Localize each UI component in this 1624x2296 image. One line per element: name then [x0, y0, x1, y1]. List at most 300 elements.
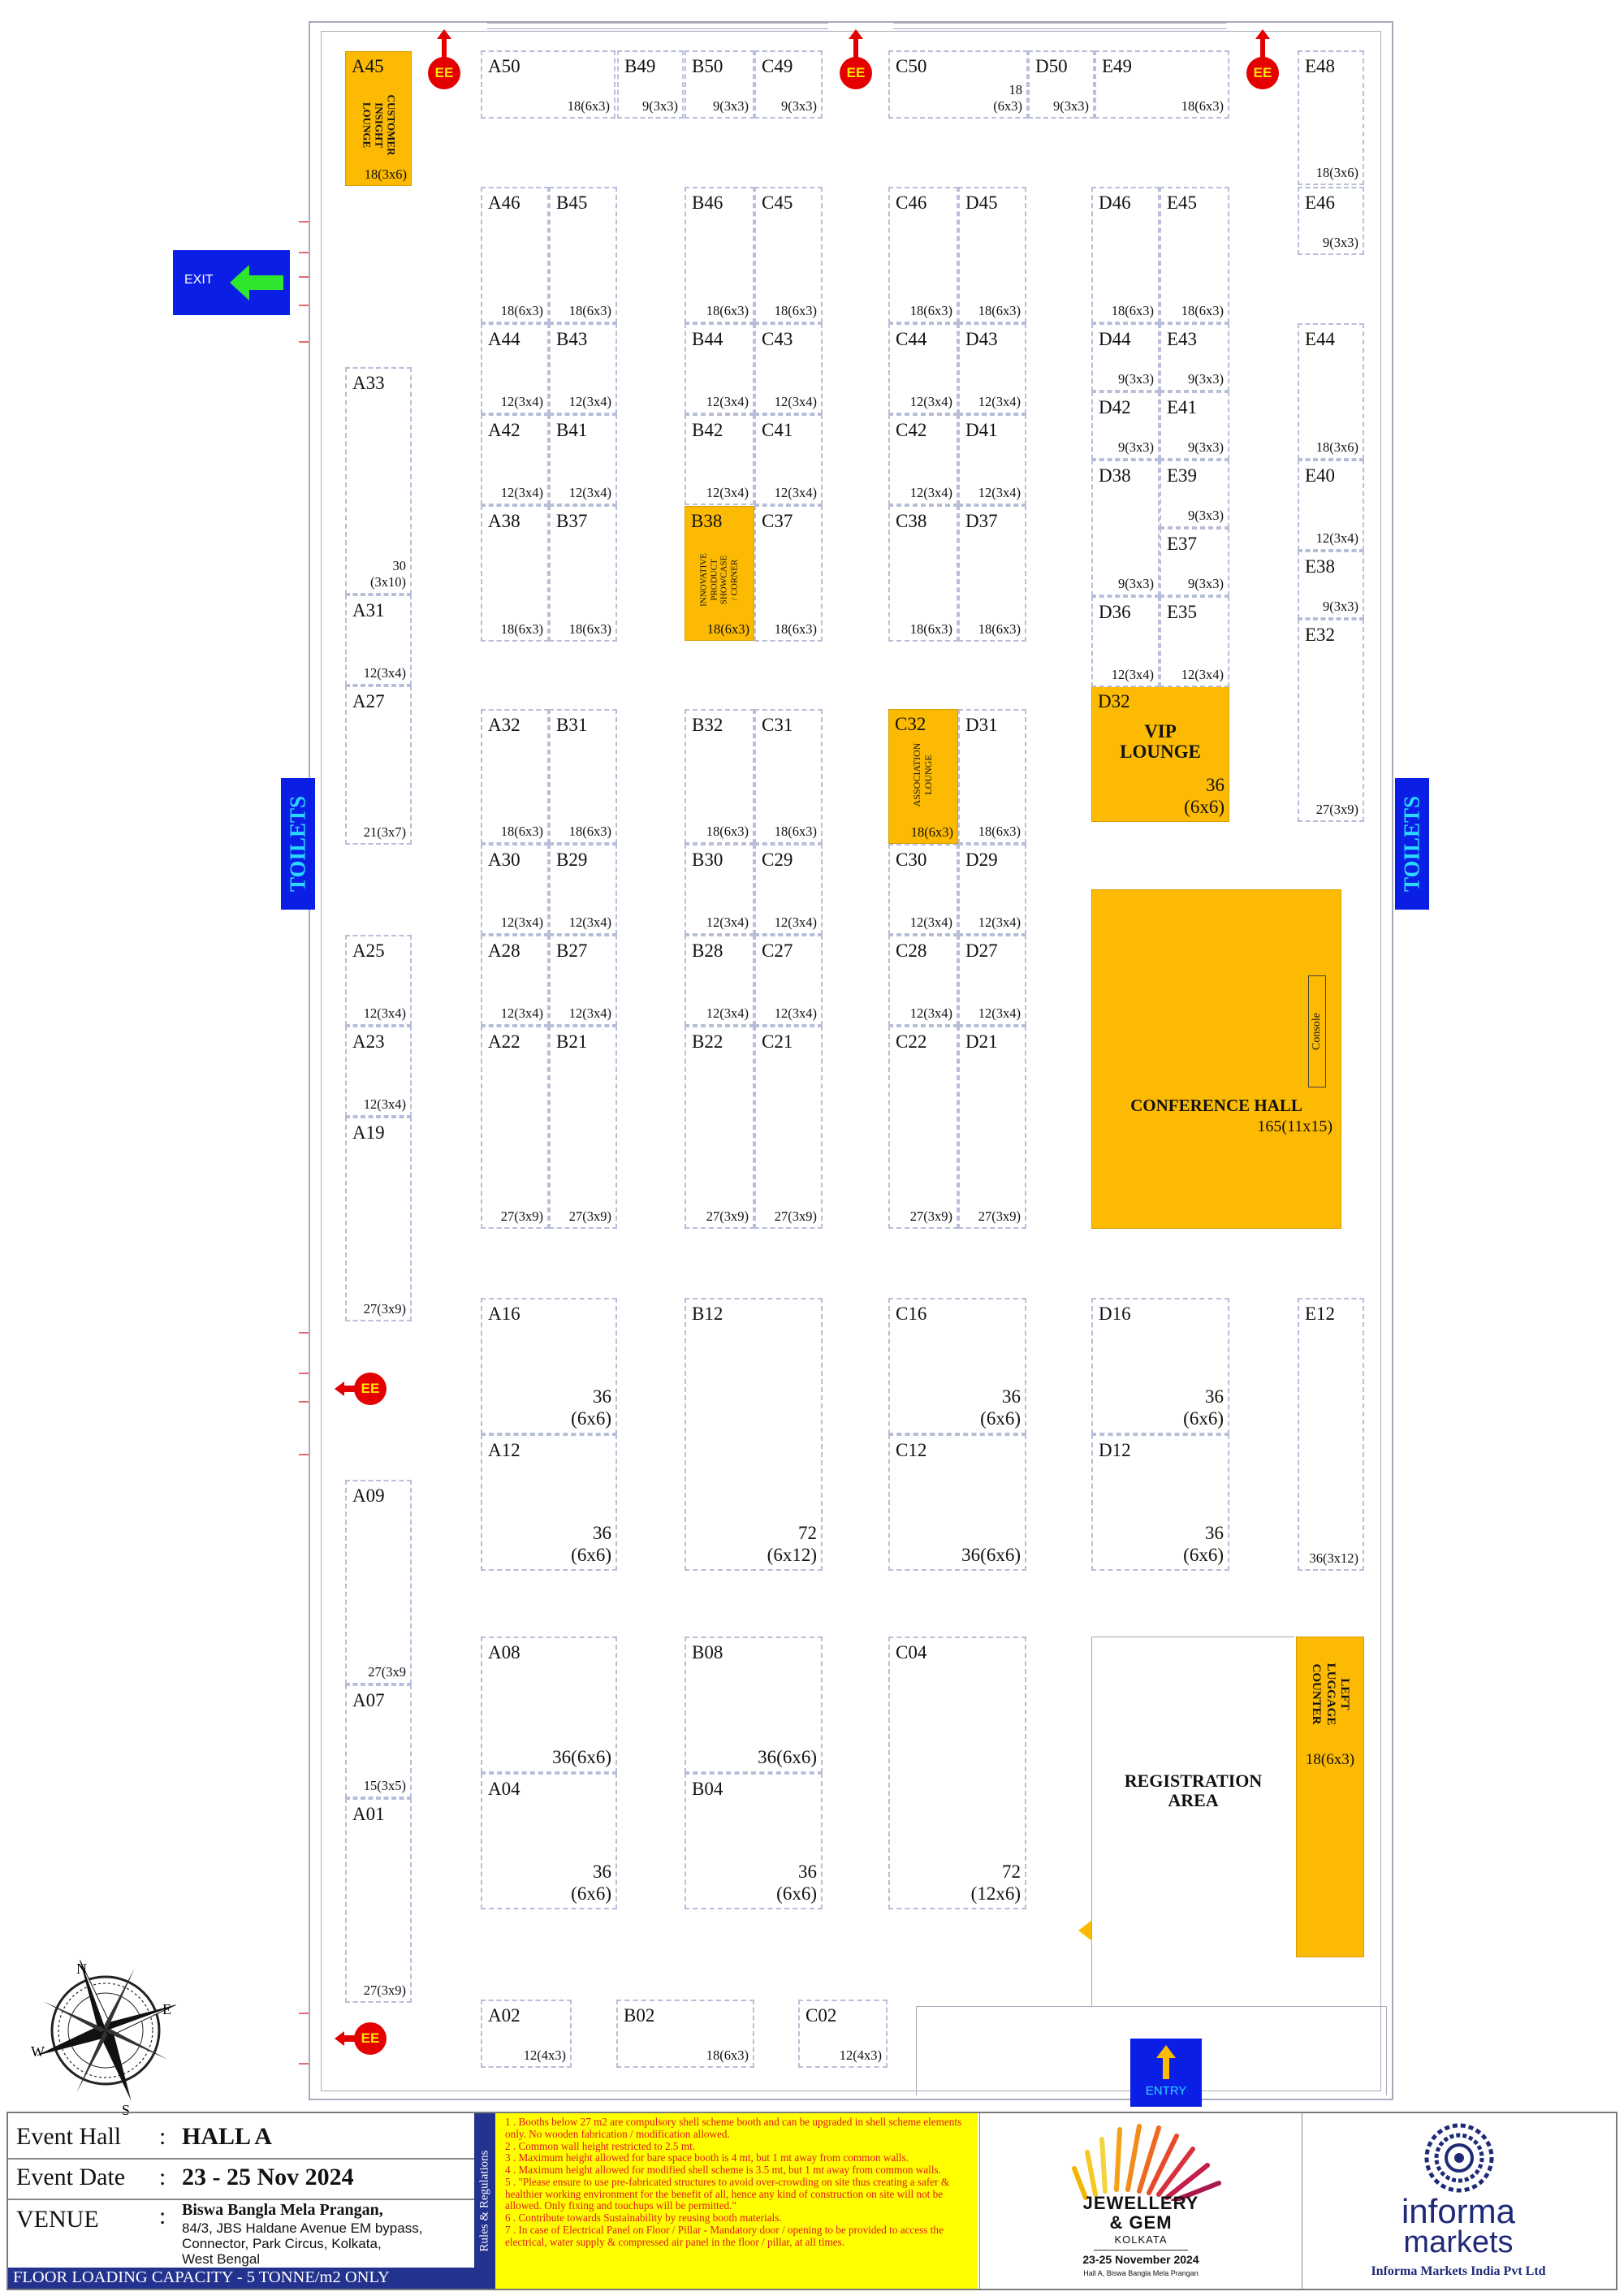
arrow-left-icon	[230, 265, 283, 301]
booth-number: A19	[352, 1122, 385, 1143]
booth-number: D37	[965, 511, 998, 531]
compass-rose-icon	[24, 1949, 187, 2120]
informa-wordmark: informa	[1401, 2192, 1516, 2230]
booth[interactable]	[345, 1798, 412, 2003]
booth[interactable]	[345, 367, 412, 595]
booth[interactable]	[1160, 528, 1229, 596]
booth-size: 9(3x3)	[1188, 576, 1224, 592]
booth[interactable]	[888, 1298, 1026, 1434]
booth-size: 18(6x3)	[978, 621, 1021, 638]
booth-number: D31	[965, 715, 998, 735]
booth-size: 36 (6x6)	[1183, 1386, 1224, 1429]
arrow-up-icon	[1156, 2045, 1176, 2079]
booth-number: B08	[692, 1642, 723, 1663]
booth-size: 9(3x3)	[1053, 98, 1089, 115]
booth[interactable]	[549, 505, 617, 642]
booth-size: 27(3x9)	[568, 1209, 611, 1225]
booth-number: C49	[762, 56, 793, 76]
booth[interactable]	[549, 1026, 617, 1229]
booth[interactable]	[481, 1773, 617, 1909]
booth-number: E37	[1167, 534, 1198, 554]
booth[interactable]	[754, 844, 823, 935]
event-date-value: 23 - 25 Nov 2024	[182, 2164, 354, 2190]
booth[interactable]	[1091, 596, 1160, 687]
booth[interactable]	[345, 935, 412, 1026]
booth-size: 36 (6x6)	[571, 1386, 611, 1429]
booth[interactable]	[1091, 460, 1160, 596]
event-hall-value: HALL A	[182, 2123, 272, 2150]
booth-size: 27(3x9	[368, 1664, 406, 1680]
booth-size: 9(3x3)	[1188, 439, 1224, 456]
booth-function-label: VIP LOUNGE	[1120, 721, 1201, 763]
event-logo-divider	[1094, 2250, 1188, 2251]
toilets-sign-left	[281, 778, 315, 910]
conference-hall-size: 165(11x15)	[1257, 1118, 1332, 1135]
booth-size: 27(3x9)	[500, 1209, 543, 1225]
rule-item: 1 . Booths below 27 m2 are compulsory shell scheme booth and can be upgraded in shell scheme elements only. No wooden fabrication / modification allowed.	[505, 2116, 962, 2140]
booth[interactable]	[1298, 619, 1364, 822]
booth-number: D43	[965, 329, 998, 349]
booth-size: 12(3x4)	[774, 394, 817, 410]
booth[interactable]	[549, 709, 617, 844]
booth-size: 18(6x3)	[1111, 303, 1154, 319]
booth-size: 9(3x3)	[1118, 371, 1154, 387]
booth-number: B45	[556, 192, 588, 213]
booth-number: D12	[1099, 1440, 1131, 1460]
booth[interactable]	[1298, 50, 1364, 185]
booth-number: A32	[488, 715, 520, 735]
sunburst-logo-icon	[1069, 2120, 1224, 2201]
booth-size: 36 (6x6)	[776, 1861, 817, 1905]
booth-size: 27(3x9)	[363, 1983, 406, 1999]
booth[interactable]	[798, 2000, 888, 2068]
booth[interactable]	[481, 1434, 617, 1571]
compass-west-label: W	[31, 2043, 45, 2060]
conference-hall-label: CONFERENCE HALL	[1130, 1096, 1302, 1115]
booth-number: A46	[488, 192, 520, 213]
booth-size: 12(3x4)	[568, 915, 611, 931]
booth-number: A23	[352, 1031, 385, 1052]
booth-size: 12(3x4)	[706, 485, 749, 501]
booth[interactable]	[685, 1637, 823, 1773]
booth-size: 18(6x3)	[1181, 98, 1224, 115]
booth[interactable]	[958, 1026, 1026, 1229]
booth[interactable]	[685, 1298, 823, 1571]
booth-number: C50	[896, 56, 927, 76]
booth-number: E49	[1102, 56, 1133, 76]
booth-number: C41	[762, 420, 793, 440]
registration-area	[1091, 1637, 1294, 2006]
booth-number: A12	[488, 1440, 520, 1460]
booth[interactable]	[888, 1026, 958, 1229]
booth-number: E46	[1305, 192, 1336, 213]
booth-size: 12(3x4)	[706, 915, 749, 931]
booth-number: A01	[352, 1804, 385, 1824]
exit-sign	[173, 250, 290, 315]
booth-size: 27(3x9)	[1315, 802, 1358, 818]
booth-size: 18(6x3)	[978, 824, 1021, 840]
booth-number: D32	[1098, 691, 1130, 711]
booth-number: A02	[488, 2005, 520, 2026]
booth[interactable]	[754, 709, 823, 844]
booth-size: 18(3x6)	[364, 166, 407, 183]
booth[interactable]	[481, 414, 549, 505]
rule-item: 3 . Maximum height allowed for bare space booth is 4 mt, but 1 mt away from common walls.	[505, 2151, 909, 2164]
booth-size: 21(3x7)	[363, 824, 406, 841]
booth-number: C32	[895, 714, 926, 734]
booth[interactable]	[1091, 391, 1160, 460]
booth[interactable]	[888, 1637, 1026, 1909]
booth-size: 18(6x3)	[910, 824, 953, 841]
event-logo-line1: JEWELLERY	[1082, 2193, 1199, 2213]
booth-number: C22	[896, 1031, 927, 1052]
booth[interactable]	[1028, 50, 1095, 119]
booth-number: B50	[692, 56, 723, 76]
ee-label: EE	[361, 2030, 380, 2046]
booth[interactable]	[1160, 596, 1229, 687]
booth-number: D42	[1099, 397, 1131, 417]
top-wall-segment-1	[487, 23, 828, 29]
booth-number: D50	[1035, 56, 1068, 76]
booth-size: 12(3x4)	[363, 1096, 406, 1113]
rule-item: 7 . In case of Electrical Panel on Floor / Pillar - Mandatory door / opening to be provided to access the electrical, water supply & compressed air panel in the floor / pillar, at all times.	[505, 2224, 944, 2248]
entry-sign	[1130, 2039, 1202, 2107]
booth-size: 27(3x9)	[706, 1209, 749, 1225]
booth[interactable]	[1160, 323, 1229, 391]
booth-size: 18(6x3)	[567, 98, 610, 115]
arrow-up-icon	[437, 29, 451, 58]
booth-size: 12(3x4)	[978, 394, 1021, 410]
booth-number: C29	[762, 850, 793, 870]
emergency-exit-marker	[840, 57, 872, 89]
booth[interactable]	[481, 709, 549, 844]
booth[interactable]	[685, 506, 754, 641]
booth[interactable]	[1160, 460, 1229, 528]
booth-size: 27(3x9)	[363, 1301, 406, 1317]
booth[interactable]	[685, 709, 754, 844]
exit-label: EXIT	[184, 273, 214, 287]
booth-number: A31	[352, 600, 385, 620]
booth[interactable]	[481, 935, 549, 1026]
booth-size: 9(3x3)	[1188, 371, 1224, 387]
booth-number: B29	[556, 850, 588, 870]
booth-size: 12(3x4)	[568, 1005, 611, 1022]
booth-size: 27(3x9)	[774, 1209, 817, 1225]
booth-number: D21	[965, 1031, 998, 1052]
booth-number: A22	[488, 1031, 520, 1052]
booth[interactable]	[685, 187, 754, 323]
booth-size: 18(6x3)	[568, 621, 611, 638]
booth[interactable]	[617, 50, 684, 119]
booth-size: 12(4x3)	[839, 2047, 882, 2064]
booth[interactable]	[754, 414, 823, 505]
booth[interactable]	[345, 1117, 412, 1321]
booth-number: C04	[896, 1642, 927, 1663]
booth[interactable]	[685, 50, 754, 119]
booth-number: C42	[896, 420, 927, 440]
booth[interactable]	[345, 685, 412, 845]
booth[interactable]	[888, 323, 958, 414]
booth-size: 18(6x3)	[978, 303, 1021, 319]
booth[interactable]	[549, 844, 617, 935]
booth[interactable]	[685, 323, 754, 414]
booth-size: 12(3x4)	[909, 915, 952, 931]
floor-loading-band	[8, 2268, 474, 2289]
booth[interactable]	[888, 505, 958, 642]
rules-list	[505, 2117, 973, 2249]
booth[interactable]	[345, 595, 412, 685]
booth-size: 9(3x3)	[642, 98, 678, 115]
booth-size: 9(3x3)	[1118, 439, 1154, 456]
colon: :	[159, 2164, 166, 2190]
booth-function-label: ASSOCIATION LOUNGE	[911, 742, 934, 807]
booth-size: 12(3x4)	[909, 1005, 952, 1022]
booth-function-label: CUSTOMER INSIGHT LOUNGE	[361, 94, 398, 156]
booth-number: B42	[692, 420, 723, 440]
booth[interactable]	[958, 505, 1026, 642]
booth-size: 36(3x12)	[1309, 1550, 1358, 1567]
booth[interactable]	[958, 935, 1026, 1026]
booth[interactable]	[481, 187, 549, 323]
booth-number: C12	[896, 1440, 927, 1460]
booth[interactable]	[481, 323, 549, 414]
booth-size: 36 (6x6)	[571, 1861, 611, 1905]
booth[interactable]	[481, 1298, 617, 1434]
booth-size: 36 (6x6)	[1184, 774, 1224, 818]
booth[interactable]	[958, 187, 1026, 323]
booth-size: 27(3x9)	[978, 1209, 1021, 1225]
booth[interactable]	[888, 935, 958, 1026]
booth[interactable]	[1091, 323, 1160, 391]
booth-number: B41	[556, 420, 588, 440]
booth-size: 18(6x3)	[500, 621, 543, 638]
booth[interactable]	[754, 323, 823, 414]
booth-number: B38	[691, 511, 723, 531]
booth-number: B27	[556, 940, 588, 961]
booth-number: B22	[692, 1031, 723, 1052]
door-mark	[299, 252, 309, 253]
booth[interactable]	[345, 1480, 412, 1684]
rule-item: 2 . Common wall height restricted to 2.5 mt.	[505, 2139, 696, 2152]
booth[interactable]	[958, 844, 1026, 935]
divider	[8, 2158, 474, 2160]
entry-label: ENTRY	[1145, 2084, 1187, 2098]
booth[interactable]	[1160, 187, 1229, 323]
booth-size: 9(3x3)	[1188, 508, 1224, 524]
booth[interactable]	[1091, 187, 1160, 323]
booth-number: E41	[1167, 397, 1198, 417]
booth[interactable]	[1095, 50, 1229, 119]
booth[interactable]	[345, 51, 412, 186]
booth-number: D38	[1099, 465, 1131, 486]
booth-size: 12(3x4)	[909, 485, 952, 501]
booth-number: C46	[896, 192, 927, 213]
booth[interactable]	[1298, 551, 1364, 619]
booth[interactable]	[1091, 686, 1229, 822]
booth-size: 18(6x3)	[706, 2047, 749, 2064]
booth[interactable]	[481, 1637, 617, 1773]
toilets-label: TOILETS	[285, 795, 310, 893]
compass-south-label: S	[122, 2102, 131, 2118]
left-luggage-size: 18(6x3)	[1305, 1751, 1355, 1768]
booth-size: 12(3x4)	[706, 394, 749, 410]
booth-size: 18(6x3)	[774, 303, 817, 319]
booth[interactable]	[549, 935, 617, 1026]
booth[interactable]	[888, 187, 958, 323]
booth-size: 36 (6x6)	[980, 1386, 1021, 1429]
door-mark	[299, 1373, 309, 1374]
booth-size: 12(3x4)	[978, 1005, 1021, 1022]
booth[interactable]	[481, 1026, 549, 1229]
door-mark	[299, 2013, 309, 2014]
console	[1308, 975, 1326, 1087]
rule-item: 6 . Contribute towards Sustainability by reusing booth materials.	[505, 2212, 782, 2225]
booth-number: E32	[1305, 625, 1336, 645]
booth[interactable]	[1091, 1434, 1229, 1571]
booth[interactable]	[1160, 391, 1229, 460]
booth-number: B28	[692, 940, 723, 961]
booth-size: 72 (6x12)	[767, 1522, 817, 1566]
booth-number: E48	[1305, 56, 1336, 76]
booth[interactable]	[888, 50, 1028, 119]
event-logo-block	[979, 2113, 1302, 2289]
booth-size: 18(6x3)	[706, 303, 749, 319]
booth[interactable]	[481, 50, 615, 119]
booth[interactable]	[888, 1434, 1026, 1571]
rules-title-band	[474, 2113, 495, 2289]
booth-size: 36 (6x6)	[1183, 1522, 1224, 1566]
booth-number: A50	[488, 56, 520, 76]
booth[interactable]	[685, 1773, 823, 1909]
booth[interactable]	[754, 1026, 823, 1229]
booth-number: C02	[806, 2005, 837, 2026]
booth-number: C16	[896, 1304, 927, 1324]
door-mark	[299, 221, 309, 223]
booth[interactable]	[888, 844, 958, 935]
booth[interactable]	[1091, 1298, 1229, 1434]
arrow-up-icon	[1255, 29, 1270, 58]
booth[interactable]	[685, 414, 754, 505]
booth[interactable]	[685, 935, 754, 1026]
booth-number: A42	[488, 420, 520, 440]
booth-number: D46	[1099, 192, 1131, 213]
booth-size: 18(6x3)	[774, 824, 817, 840]
booth-number: A25	[352, 940, 385, 961]
booth-size: 12(3x4)	[363, 1005, 406, 1022]
booth-size: 18(6x3)	[774, 621, 817, 638]
organiser-name: Informa Markets India Pvt Ltd	[1371, 2264, 1546, 2278]
booth[interactable]	[1298, 460, 1364, 551]
booth[interactable]	[754, 187, 823, 323]
booth[interactable]	[888, 414, 958, 505]
venue-address: 84/3, JBS Haldane Avenue EM bypass, Connector, Park Circus, Kolkata, West Bengal	[182, 2220, 423, 2268]
booth-size: 36(6x6)	[552, 1747, 611, 1768]
booth[interactable]	[958, 323, 1026, 414]
booth[interactable]	[1298, 1298, 1364, 1571]
booth-size: 9(3x3)	[1323, 235, 1358, 251]
booth[interactable]	[481, 505, 549, 642]
arrow-left-icon	[335, 1381, 359, 1396]
booth[interactable]	[481, 2000, 572, 2068]
console-label: Console	[1310, 1013, 1323, 1050]
booth-number: E35	[1167, 602, 1198, 622]
door-mark	[299, 1401, 309, 1403]
booth[interactable]	[345, 1684, 412, 1798]
booth-number: B37	[556, 511, 588, 531]
booth-number: B32	[692, 715, 723, 735]
booth-number: B46	[692, 192, 723, 213]
booth-size: 12(3x4)	[500, 915, 543, 931]
booth[interactable]	[754, 935, 823, 1026]
booth-size: 30 (3x10)	[370, 558, 406, 590]
booth-number: E12	[1305, 1304, 1336, 1324]
booth[interactable]	[754, 50, 823, 119]
booth-number: E44	[1305, 329, 1336, 349]
venue-label: VENUE	[16, 2206, 99, 2233]
booth[interactable]	[958, 414, 1026, 505]
booth-number: B12	[692, 1304, 723, 1324]
booth[interactable]	[549, 323, 617, 414]
booth-size: 12(3x4)	[500, 485, 543, 501]
booth[interactable]	[888, 709, 958, 844]
booth[interactable]	[549, 414, 617, 505]
footer-info-block	[8, 2113, 474, 2289]
booth-size: 36(6x6)	[758, 1747, 817, 1768]
colon: :	[159, 2203, 166, 2229]
booth-number: A28	[488, 940, 520, 961]
left-luggage-label: LEFT LUGGAGE COUNTER	[1310, 1663, 1351, 1726]
booth-number: B31	[556, 715, 588, 735]
booth-number: B49	[624, 56, 656, 76]
door-mark	[299, 276, 309, 278]
booth[interactable]	[1298, 323, 1364, 460]
booth[interactable]	[549, 187, 617, 323]
booth-size: 27(3x9)	[909, 1209, 952, 1225]
booth-number: A33	[352, 373, 385, 393]
booth[interactable]	[481, 844, 549, 935]
booth[interactable]	[1298, 187, 1364, 255]
booth-size: 18(6x3)	[500, 824, 543, 840]
booth[interactable]	[958, 709, 1026, 844]
booth-number: B43	[556, 329, 588, 349]
rules-title: Rules & Regulations	[477, 2150, 491, 2252]
booth-number: A16	[488, 1304, 520, 1324]
rule-item: 4 . Maximum height allowed for modified shell scheme is 3.5 mt, but 1 mt away from common walls.	[505, 2164, 941, 2177]
floor-loading-text: FLOOR LOADING CAPACITY - 5 TONNE/m2 ONLY	[13, 2268, 390, 2286]
booth[interactable]	[345, 1026, 412, 1117]
booth[interactable]	[616, 2000, 754, 2068]
booth-size: 12(3x4)	[568, 485, 611, 501]
booth-size: 12(3x4)	[774, 915, 817, 931]
booth[interactable]	[754, 505, 823, 642]
booth-size: 18(6x3)	[909, 303, 952, 319]
booth-number: A38	[488, 511, 520, 531]
booth[interactable]	[685, 844, 754, 935]
booth[interactable]	[685, 1026, 754, 1229]
booth-number: D27	[965, 940, 998, 961]
rules-panel	[474, 2113, 978, 2289]
door-mark	[299, 1332, 309, 1334]
booth-number: C44	[896, 329, 927, 349]
emergency-exit-marker	[354, 2022, 387, 2055]
top-wall-segment-2	[893, 23, 1226, 29]
door-mark	[299, 1454, 309, 1455]
booth-size: 72 (12x6)	[970, 1861, 1021, 1905]
markets-wordmark: markets	[1403, 2225, 1514, 2259]
booth-size: 12(3x4)	[568, 394, 611, 410]
booth-number: E40	[1305, 465, 1336, 486]
booth-size: 9(3x3)	[781, 98, 817, 115]
